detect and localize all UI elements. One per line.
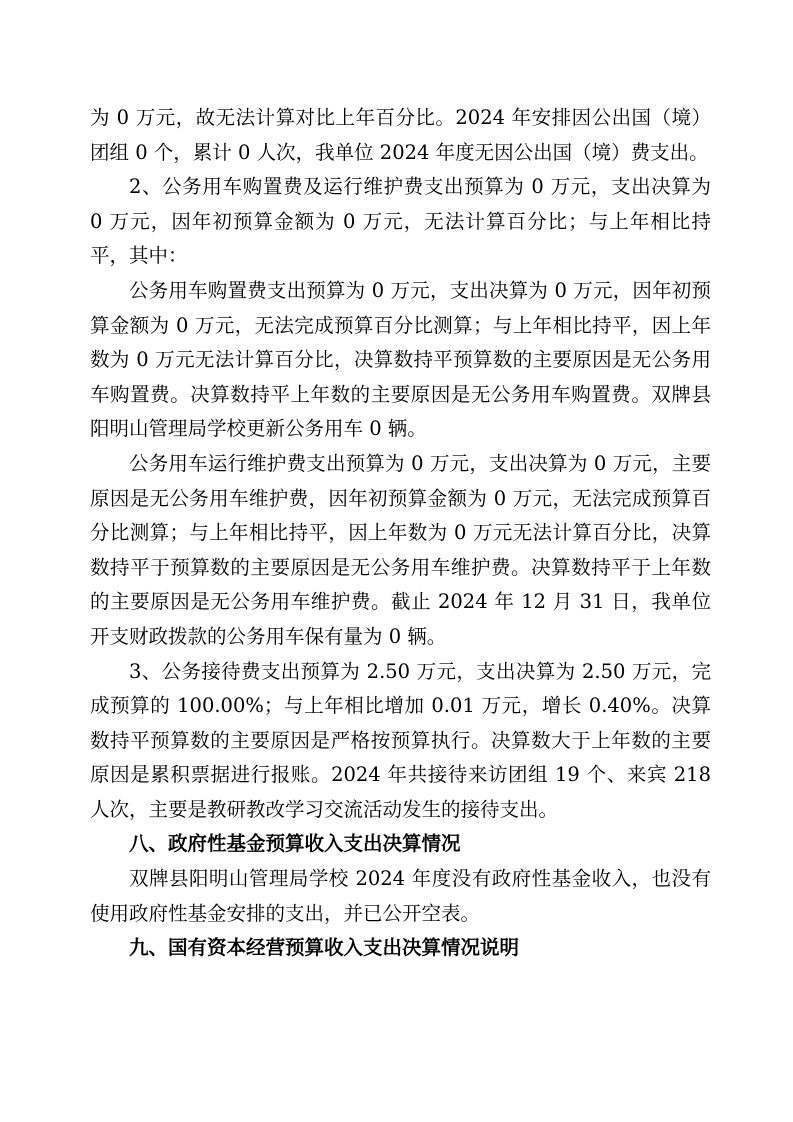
document-text-block (90, 101, 711, 966)
section-heading-9-state-capital: 九、国有资本经营预算收入支出决算情况说明 (129, 936, 520, 960)
body-paragraph-continuation: 为 0 万元，故无法计算对比上年百分比。2024 年安排因公出国（境）团组 0 个，累计 0 人次，我单位 2024 年度无因公出国（境）费支出。 (90, 106, 711, 164)
body-paragraph-vehicle-maintenance: 公务用车运行维护费支出预算为 0 万元，支出决算为 0 万元，主要原因是无公务用车维护费，因年初预算金额为 0 万元，无法完成预算百分比测算；与上年相比持平，因上年数为 0 万元无法计算百分比，决算数持平于预算数的主要原因是无公务用车维护费。决算数持平于上年数的主要原因是无公务用车维护费。截止 2024 年 12 月 31 日，我单位开支财政拨款的公务用车保有量为 0 辆。 (90, 451, 711, 648)
body-paragraph-vehicle-total: 2、公务用车购置费及运行维护费支出预算为 0 万元，支出决算为 0 万元，因年初预算金额为 0 万元，无法计算百分比；与上年相比持平，其中： (90, 175, 711, 268)
section-heading-8-government-funds: 八、政府性基金预算收入支出决算情况 (129, 832, 461, 856)
body-paragraph-official-reception: 3、公务接待费支出预算为 2.50 万元，支出决算为 2.50 万元，完成预算的 100.00%；与上年相比增加 0.01 万元，增长 0.40%。决算数持平预算数的主要原因是严格按预算执行。决算数大于上年数的主要原因是累积票据进行报账。2024 年共接待来访团组 19 个、来宾 218 人次，主要是教研教改学习交流活动发生的接待支出。 (90, 659, 711, 821)
body-paragraph-government-funds: 双牌县阳明山管理局学校 2024 年度没有政府性基金收入，也没有使用政府性基金安排的支出，并已公开空表。 (90, 867, 711, 925)
body-paragraph-vehicle-purchase: 公务用车购置费支出预算为 0 万元，支出决算为 0 万元，因年初预算金额为 0 万元，无法完成预算百分比测算；与上年相比持平，因上年数为 0 万元无法计算百分比，决算数持平预算数的主要原因是无公务用车购置费。决算数持平上年数的主要原因是无公务用车购置费。双牌县阳明山管理局学校更新公务用车 0 辆。 (90, 278, 711, 441)
